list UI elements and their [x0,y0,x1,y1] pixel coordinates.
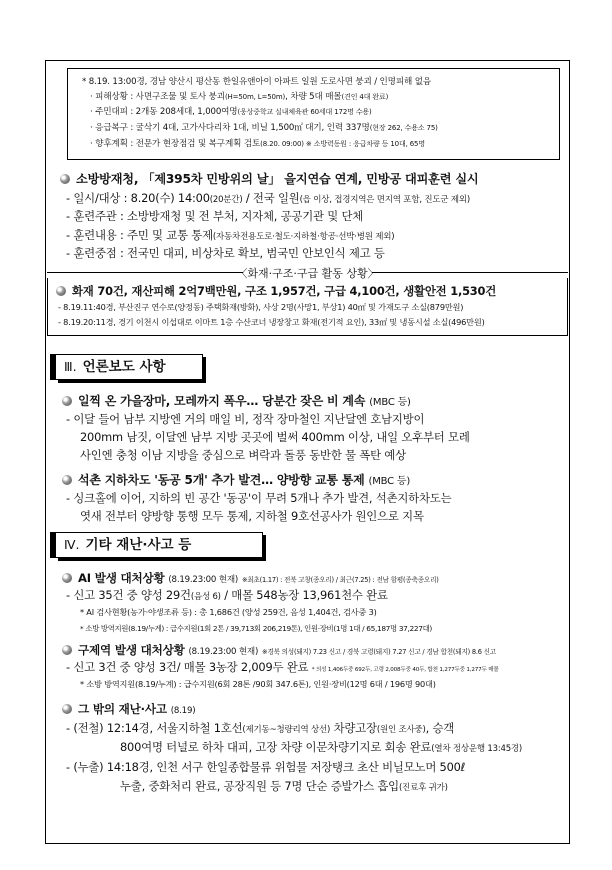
bullet-icon [60,174,70,184]
bullet-icon [62,396,72,406]
fmd-fire-support: * 소방 방역지원(8.19/누계) : 급수지원(6회 28톤 /90회 347.6톤), 인원·장비(12명 6대 / 196명 90대) [80,679,436,689]
subway-incident-line-2: 800여명 터널로 하차 대피, 고장 차량 이문차량기지로 회송 완료(열차 정상운행 13:45경) [120,740,523,754]
drill-line-3: - 훈련내용 : 주민 및 교통 통제(자동차전용도로·철도·지하철·항공·선박·병원 제외) [66,228,395,242]
news-1-line-3: 사인엔 충청 이남 지방을 중심으로 벼락과 돌풍 동반한 물 폭탄 예상 [80,448,406,462]
fire-line-2: - 8.19.20:11경, 경기 이천시 이섭대로 이마트 1층 수산코너 냉장창고 화재(전기적 요인), 33㎡ 및 냉동시설 소실(496만원) [58,317,485,327]
news-1-line-2: 200mm 남짓, 이달엔 남부 지방 곳곳에 벌써 400mm 이상, 내일 오후부터 모레 [80,430,470,444]
drill-line-2: - 훈련주관 : 소방방재청 및 전 부처, 지자체, 공공기관 및 단체 [66,209,364,223]
news-1-title: 일찍 온 가을장마, 모레까지 폭우… 당분간 잦은 비 계속 (MBC 등) [62,392,411,409]
fire-divider-title: 〈화재·구조·구급 활동 상황〉 [47,265,568,281]
news-2-line-2: 엿새 전부터 양방향 통행 모두 통제, 지하철 9호선공사가 원인으로 지목 [80,509,424,523]
evacuation-status: · 주민대피 : 2개동 208세대, 1,000여명(웅상중학교 실내체육관 60세대 172명 수용) [90,107,372,117]
fmd-title: 구제역 발생 대처상황 (8.19.23:00 현재) ※경북 의성(돼지) 7.23 신고 / 경북 고령(돼지) 7.27 신고 / 경남 합천(돼지) 8.6 신고 [62,642,496,658]
section-3-header: Ⅲ. 언론보도 사항 [55,354,203,380]
leak-incident-line-2: 누출, 중화처리 완료, 공장직원 등 7명 단순 증발가스 흡입(진료후 귀가) [120,779,448,793]
drill-title: 소방방재청, 「제395차 민방위의 날」 을지연습 연계, 민방공 대피훈련 실시 [60,170,479,187]
landslide-headline: * 8.19. 13:00경, 경남 양산시 평산동 한일유앤아이 아파트 일원 도로사면 붕괴 / 인명피해 없음 [82,77,432,87]
other-incidents-title: 그 밖의 재난·사고 (8.19) [62,701,195,717]
subway-incident-line-1: - (전철) 12:14경, 서울지하철 1호선(제기동~청량리역 상선) 차량고장(원인 조사중), 승객 [66,721,455,735]
ai-line-1: - 신고 35건 중 양성 29건(음성 6) / 매몰 548농장 13,961천수 완료 [66,588,388,602]
bullet-icon [56,286,66,296]
leak-incident-line-1: - (누출) 14:18경, 인천 서구 한일종합물류 위험물 저장탱크 초산 비닐모노머 500ℓ [66,760,466,774]
drill-line-4: - 훈련중점 : 전국민 대피, 비상차로 확보, 범국민 안보인식 제고 등 [66,246,385,260]
bullet-icon [62,645,72,655]
fmd-line-1: - 신고 3건 중 양성 3건/ 매몰 3농장 2,009두 완료 * 의성 1,406두중 692두, 고령 2,008두중 40두, 합천 1,277두중 1,277두 매몰 [66,660,499,674]
section-4-header: Ⅳ. 기타 재난·사고 등 [55,532,263,558]
news-2-title: 석촌 지하차도 '동공 5개' 추가 발견… 양방향 교통 통제 (MBC 등) [62,471,410,488]
news-1-line-1: - 이달 들어 남부 지방엔 거의 매일 비, 정작 장마철인 지난달엔 호남지방이 [66,412,425,426]
fire-line-1: - 8.19.11:40경, 부산진구 연수로(양정동) 주택화재(방화), 사상 2명(사망1, 부상1) 40㎡ 및 가재도구 소실(879만원) [58,302,464,312]
landslide-detail-box [67,68,560,160]
bullet-icon [62,475,72,485]
ai-title: AI 발생 대처상황 (8.19.23:00 현재) ※최초(1.17) : 전북 고창(종오리) / 최근(7.25) : 전남 함평(종축종오리) [62,570,439,586]
drill-line-1: - 일시/대상 : 8.20(수) 14:00(20분간) / 전국 일원(읍 이상, 접경지역은 면지역 포함, 진도군 제외) [66,191,471,205]
news-2-line-1: - 싱크홀에 이어, 지하의 빈 공간 '동공'이 무려 5개나 추가 발견, 석촌지하차도는 [66,491,452,505]
future-plan: · 향후계획 : 전문가 현장점검 및 복구계획 검토(8.20. 09:00) ※ 소방력동원 : 응급차량 등 10대, 65명 [90,139,425,149]
bullet-icon [62,573,72,583]
bullet-icon [62,704,72,714]
fire-summary: 화재 70건, 재산피해 2억7백만원, 구조 1,957건, 구급 4,100건, 생활안전 1,530건 [56,283,496,299]
damage-status: · 피해상황 : 사면구조물 및 토사 붕괴(H=50m, L=50m), 차량 5대 매몰(견인 4대 완료) [90,92,389,102]
ai-inspection: * AI 검사현황(농가·야생조류 등) : 총 1,686건 (양성 259건, 음성 1,404건, 검사중 3) [80,607,377,617]
emergency-recovery: · 응급복구 : 굴삭기 4대, 고가사다리차 1대, 비닐 1,500㎡ 대기, 인력 337명(현장 262, 수용소 75) [90,123,438,133]
ai-fire-support: * 소방 방역지원(8.19/누계) : 급수지원(1회 2톤 / 39,713회 206,219톤), 인원·장비(1명 1대 / 65,187명 37,227대) [80,624,432,633]
